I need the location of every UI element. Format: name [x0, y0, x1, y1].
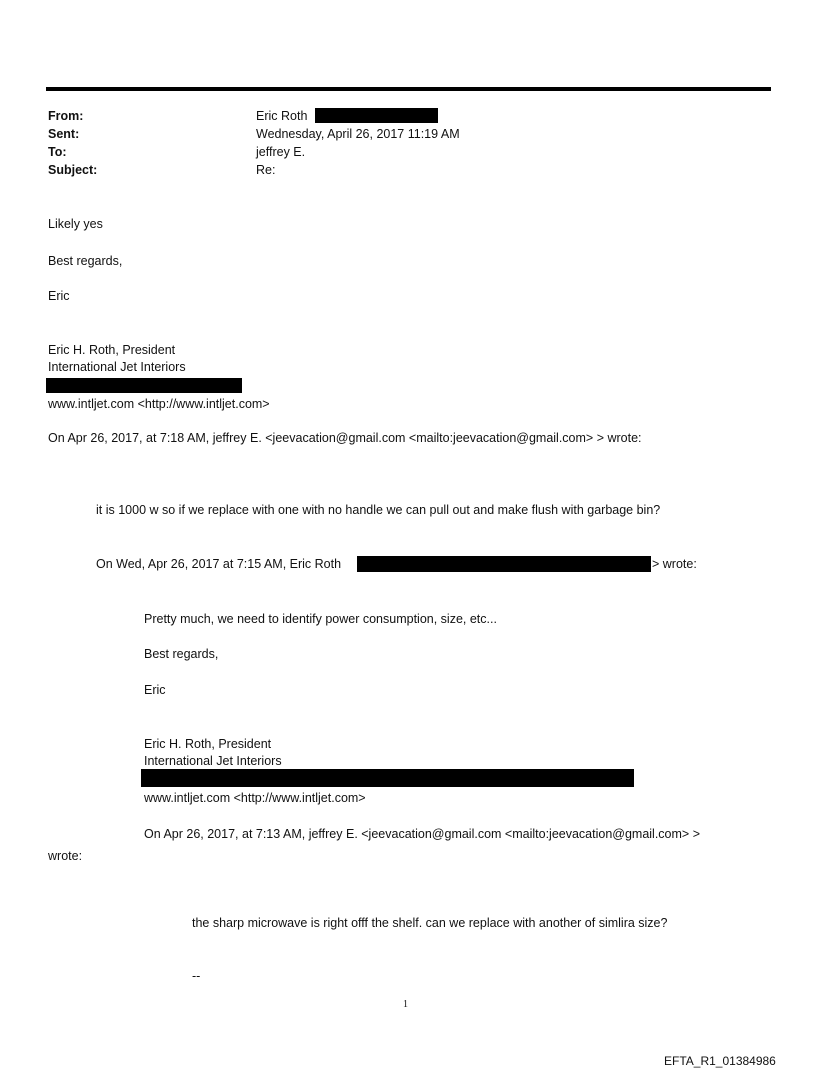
body-line1: Likely yes — [48, 217, 103, 231]
redaction-signature-contact — [46, 378, 242, 393]
quote2-name: Eric — [144, 683, 166, 697]
page-number: 1 — [403, 999, 408, 1010]
subject-label: Subject: — [48, 163, 98, 177]
header-rule — [46, 87, 771, 91]
signature-company: International Jet Interiors — [48, 360, 186, 374]
quote3-signature-separator: -- — [192, 969, 201, 983]
quote2-text: Pretty much, we need to identify power consumption, size, etc... — [144, 612, 497, 626]
redaction-reply-email — [357, 556, 651, 572]
redaction-quote2-contact — [141, 769, 634, 787]
quote2-signature-company: International Jet Interiors — [144, 754, 282, 768]
quote1-reply-header-prefix: On Wed, Apr 26, 2017 at 7:15 AM, Eric Roth — [96, 557, 342, 571]
quote2-signature-web: www.intljet.com <http://www.intljet.com> — [144, 791, 366, 805]
quote2-regards: Best regards, — [144, 647, 219, 661]
quote2-signature-title: Eric H. Roth, President — [144, 737, 272, 751]
subject-value: Re: — [256, 163, 276, 177]
from-label: From: — [48, 109, 84, 123]
signature-title: Eric H. Roth, President — [48, 343, 176, 357]
quote1-reply-header-suffix: > wrote: — [652, 557, 697, 571]
quote2-header-wrap: wrote: — [48, 849, 83, 863]
body-name: Eric — [48, 289, 70, 303]
quote1-header: On Apr 26, 2017, at 7:18 AM, jeffrey E. <jeevacation@gmail.com <mailto:jeevacation@gmail.com> > wrote: — [48, 431, 642, 445]
to-value: jeffrey E. — [256, 145, 306, 159]
signature-web: www.intljet.com <http://www.intljet.com> — [48, 397, 270, 411]
quote1-text: it is 1000 w so if we replace with one with no handle we can pull out and make flush with garbage bin? — [96, 503, 661, 517]
footer-document-id: EFTA_R1_01384986 — [664, 1054, 776, 1068]
redaction-from-email — [315, 108, 438, 123]
sent-value: Wednesday, April 26, 2017 11:19 AM — [256, 127, 460, 141]
quote3-text: the sharp microwave is right offf the shelf. can we replace with another of simlira size? — [192, 916, 668, 930]
from-value: Eric Roth — [256, 109, 308, 123]
sent-label: Sent: — [48, 127, 80, 141]
quote2-header-line: On Apr 26, 2017, at 7:13 AM, jeffrey E. <jeevacation@gmail.com <mailto:jeevacation@gmail.com> > — [144, 827, 700, 841]
to-label: To: — [48, 145, 67, 159]
body-regards: Best regards, — [48, 254, 123, 268]
